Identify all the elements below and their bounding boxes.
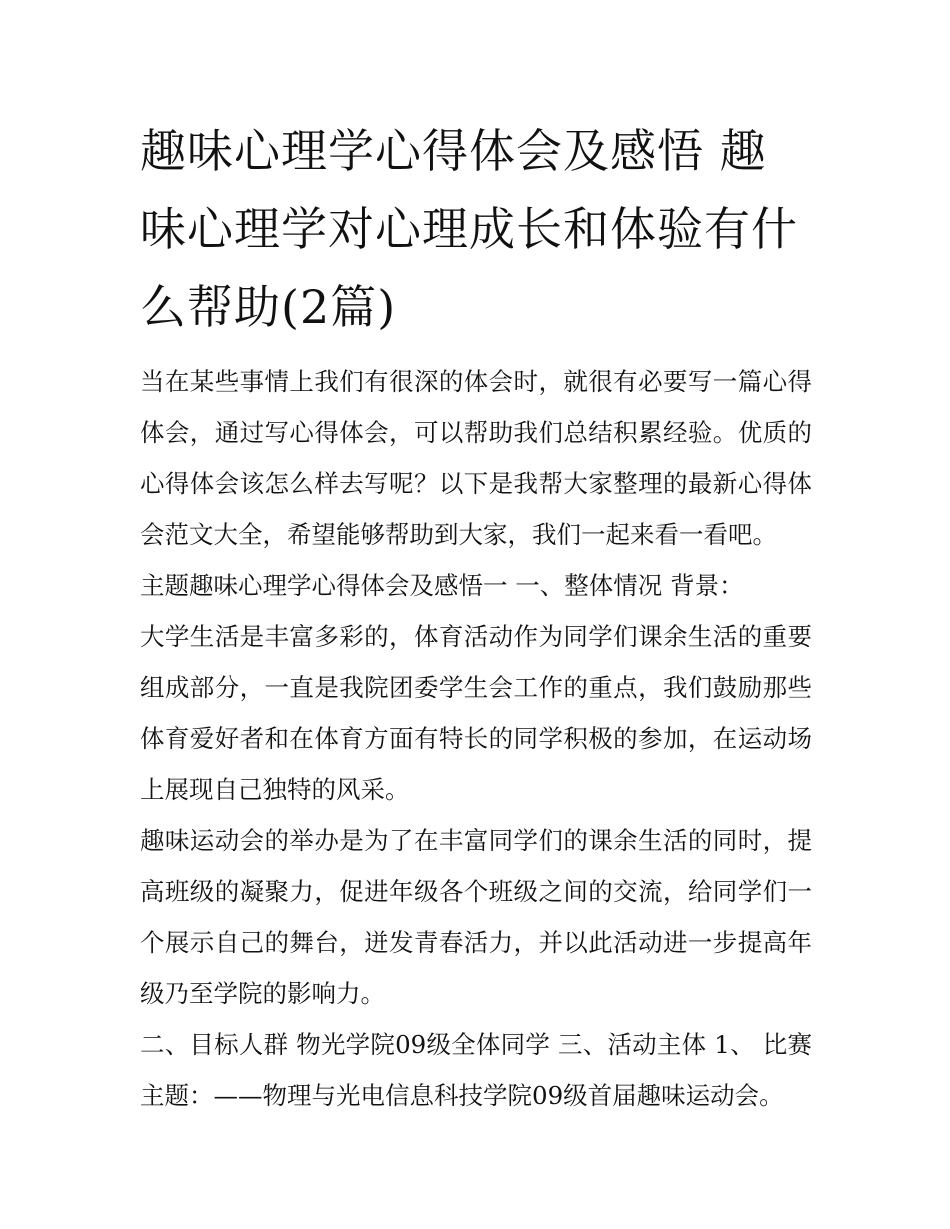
section-heading-paragraph: 主题趣味心理学心得体会及感悟一 一、整体情况 背景： [140,571,744,600]
document-title: 趣味心理学心得体会及感悟 趣味心理学对心理成长和体验有什么帮助(2篇) [140,124,798,334]
background-paragraph: 大学生活是丰富多彩的，体育活动作为同学们课余生活的重要组成部分，一直是我院团委学生会工作的重点，我们鼓励那些体育爱好者和在体育方面有特长的同学积极的参加，在运动场上展现自己独特的风采。 [140,622,812,804]
document-page [140,112,812,1121]
intro-paragraph: 当在某些事情上我们有很深的体会时，就很有必要写一篇心得体会，通过写心得体会，可以帮助我们总结积累经验。优质的心得体会该怎么样去写呢？以下是我帮大家整理的最新心得体会范文大全，希望能够帮助到大家，我们一起来看一看吧。 [140,367,812,549]
target-paragraph: 二、目标人群 物光学院09级全体同学 三、活动主体 1、 比赛主题：——物理与光电信息科技学院09级首届趣味运动会。 [140,1030,812,1110]
purpose-paragraph: 趣味运动会的举办是为了在丰富同学们的课余生活的同时，提高班级的凝聚力，促进年级各个班级之间的交流，给同学们一个展示自己的舞台，迸发青春活力，并以此活动进一步提高年级乃至学院的影响力。 [140,826,812,1008]
